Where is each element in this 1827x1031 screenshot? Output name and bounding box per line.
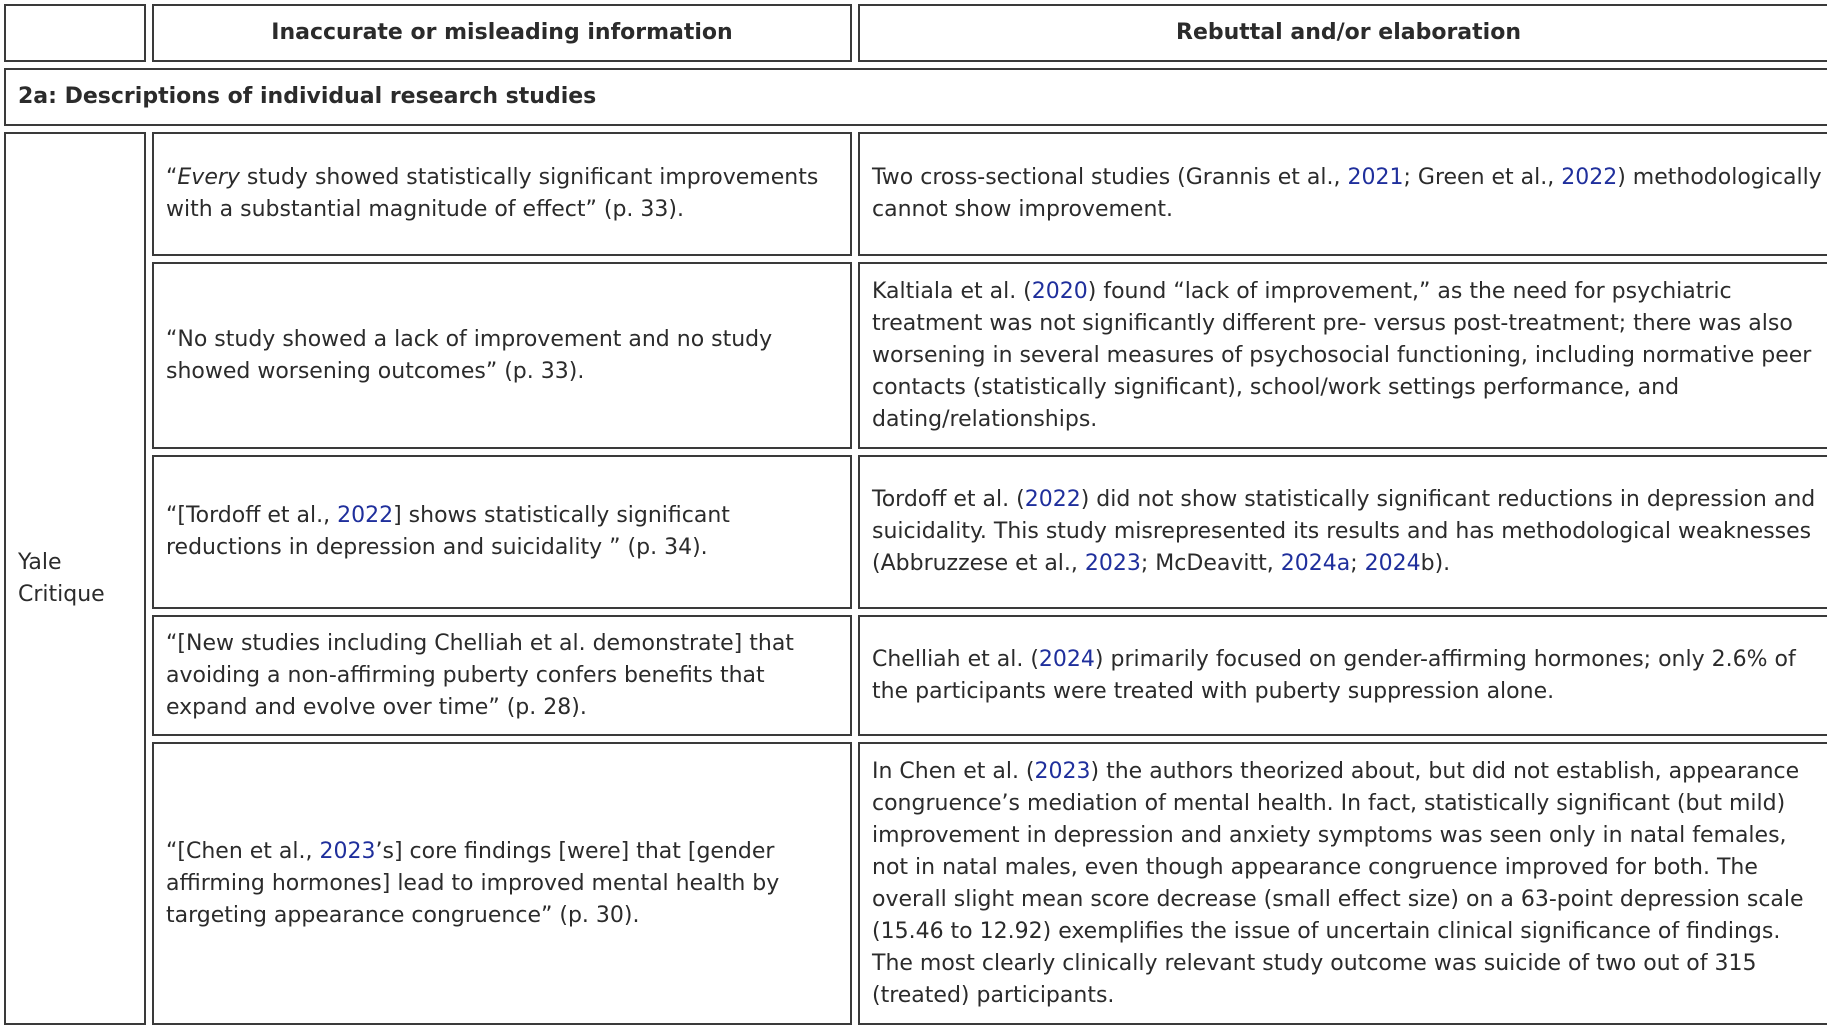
cell-text: ) did not show statistically significant reductions in depression and suicidality. This study misrepresented its results and has methodological weaknesses (Abbruzzese et al., [872, 487, 1816, 576]
cell-text: “[Chen et al., [166, 838, 320, 864]
citation-link[interactable]: 2023 [1034, 758, 1091, 784]
citation-link[interactable]: 2024a [1280, 551, 1351, 576]
table-row [4, 132, 1827, 256]
claim-cell [152, 742, 852, 1025]
claim-cell [152, 262, 852, 449]
rebuttal-cell [858, 615, 1827, 736]
cell-text: In Chen et al. ( [872, 758, 1035, 784]
citation-link[interactable]: 2022 [1024, 487, 1081, 512]
cell-text: ’s] core findings [were] that [gender affirming hormones] lead to improved mental health by targeting appearance congruence” (p. 30). [166, 838, 780, 928]
cell-text: ) the authors theorized about, but did not establish, appearance congruence’s mediation of mental health. In fact, statistically significant (but mild) improvement in depression and anxiety symptoms was seen only in natal females, not in natal males, even though appearance congruence improved for both. The overall slight mean score decrease (small effect size) on a 63-point depression scale (15.46 to 12.92) exemplifies the issue of uncertain clinical significance of findings. The most clearly clinically relevant study outcome was suicide of two out of 315 (treated) participants. [872, 758, 1804, 1008]
cell-text: “ [166, 165, 178, 190]
emphasis-text: Every [177, 165, 240, 190]
citation-link[interactable]: 2020 [1031, 278, 1088, 304]
section-row [4, 68, 1827, 126]
section-title: 2a: Descriptions of individual research studies [4, 68, 1827, 126]
citation-link[interactable]: 2022 [1561, 165, 1618, 190]
cell-text: ; [1350, 551, 1365, 576]
cell-text: ) methodologically cannot show improvement. [872, 165, 1822, 222]
claim-cell [152, 615, 852, 736]
cell-text: “[Tordoff et al., [166, 503, 338, 528]
row-label-yale-critique: Yale Critique [4, 132, 146, 1025]
citation-link[interactable]: 2024 [1038, 646, 1095, 672]
citation-link[interactable]: 2023 [1084, 551, 1141, 576]
cell-text: ; McDeavitt, [1140, 551, 1281, 576]
citation-link[interactable]: 2021 [1347, 165, 1404, 190]
rebuttal-cell [858, 455, 1827, 609]
cell-text: Kaltiala et al. ( [872, 278, 1032, 304]
table-row [4, 615, 1827, 736]
header-inaccurate-info: Inaccurate or misleading information [152, 4, 852, 62]
rebuttal-cell [858, 132, 1827, 256]
header-empty-cell [4, 4, 146, 62]
rebuttal-cell [858, 742, 1827, 1025]
header-row [4, 4, 1827, 62]
cell-text: ) found “lack of improvement,” as the need for psychiatric treatment was not significantly different pre- versus post-treatment; there was also worsening in several measures of psychosocial functioning, including normative peer contacts (statistically significant), school/work settings performance, and dating/relationships. [872, 278, 1812, 432]
cell-text: “No study showed a lack of improvement and no study showed worsening outcomes” (p. 33). [166, 326, 773, 384]
cell-text: ; Green et al., [1403, 165, 1562, 190]
cell-text: b). [1420, 551, 1451, 576]
cell-text: study showed statistically significant improvements with a substantial magnitude of effect” (p. 33). [166, 165, 819, 222]
cell-text: Two cross-sectional studies (Grannis et al., [872, 165, 1348, 190]
table-row [4, 262, 1827, 449]
table-row [4, 455, 1827, 609]
header-rebuttal: Rebuttal and/or elaboration [858, 4, 1827, 62]
cell-text: “[New studies including Chelliah et al. demonstrate] that avoiding a non-affirming puberty confers benefits that expand and evolve over time” (p. 28). [166, 630, 794, 720]
citation-link[interactable]: 2023 [319, 838, 376, 864]
citation-link[interactable]: 2024 [1364, 551, 1421, 576]
cell-text: Tordoff et al. ( [872, 487, 1025, 512]
table-row [4, 742, 1827, 1025]
cell-text: ] shows statistically significant reductions in depression and suicidality ” (p. 34). [166, 503, 730, 560]
cell-text: ) primarily focused on gender-affirming hormones; only 2.6% of the participants were treated with puberty suppression alone. [872, 646, 1796, 704]
citation-link[interactable]: 2022 [337, 503, 394, 528]
rebuttal-cell [858, 262, 1827, 449]
claim-cell [152, 132, 852, 256]
cell-text: Chelliah et al. ( [872, 646, 1039, 672]
claim-cell [152, 455, 852, 609]
